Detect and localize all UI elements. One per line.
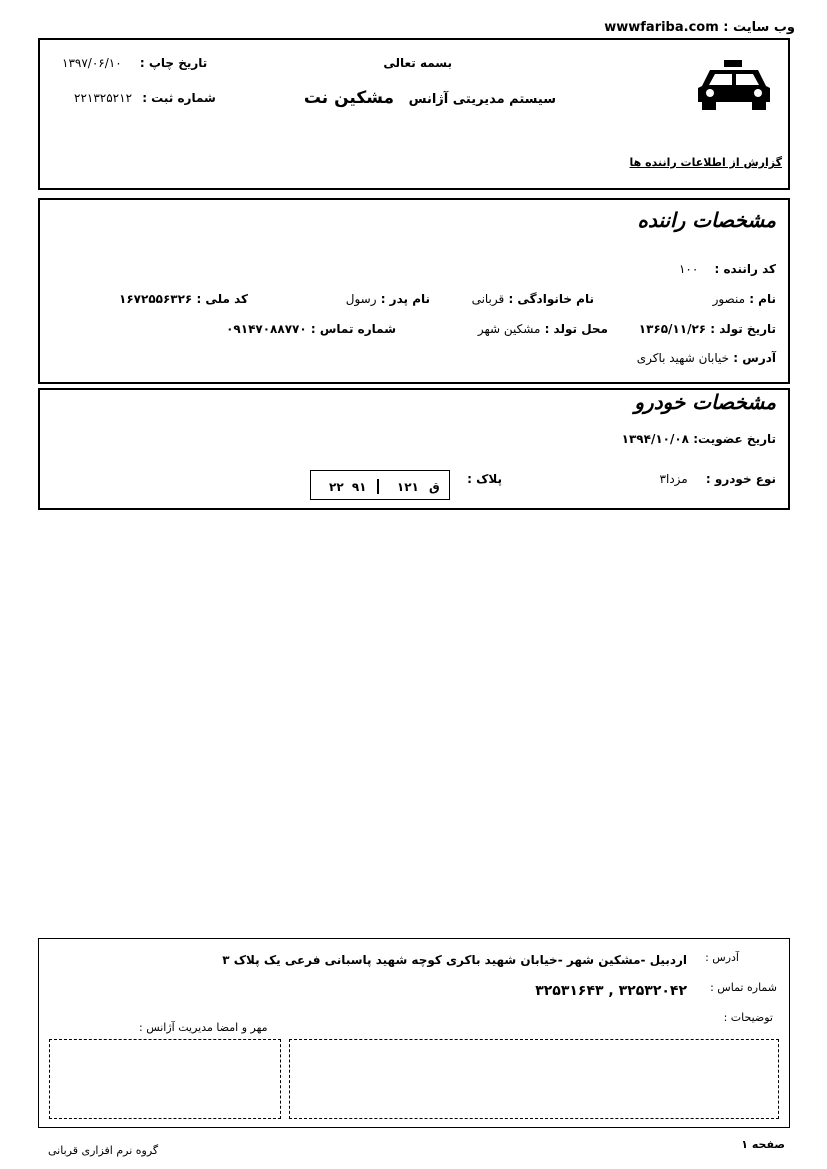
membership-label: تاریخ عضویت: [693, 432, 776, 446]
driver-birth-place-row [478, 322, 608, 336]
driver-family-row [472, 292, 594, 306]
driver-address-value: خیابان شهید باکری [636, 351, 730, 365]
plate-region: ۹۱ [351, 480, 367, 494]
driver-address-label: آدرس : [733, 351, 776, 365]
plate-separator [377, 479, 379, 494]
driver-code-label: کد راننده : [714, 262, 776, 276]
footer-address-label: آدرس : [705, 951, 739, 964]
driver-national-row [119, 292, 248, 306]
vehicle-type-label: نوع خودرو : [705, 472, 776, 486]
plate-letter: ق [429, 480, 440, 494]
membership-value: ۱۳۹۴/۱۰/۰۸ [621, 432, 689, 446]
driver-address-row [637, 351, 776, 365]
driver-family-value: قربانی [471, 292, 505, 306]
driver-birth-place-value: مشکین شهر [477, 322, 541, 336]
driver-name-value: منصور [712, 292, 746, 306]
footer-stamp-label: مهر و امضا مدیریت آژانس : [139, 1021, 268, 1034]
driver-name-label: نام : [749, 292, 776, 306]
footer-notes-label: توضیحات : [723, 1011, 773, 1024]
driver-section-title: مشخصات راننده [637, 208, 776, 232]
driver-national-label: کد ملی : [196, 292, 248, 306]
vehicle-section-title: مشخصات خودرو [634, 390, 776, 414]
membership-row [622, 432, 776, 446]
driver-national-value: ۱۶۷۲۵۵۶۳۲۶ [119, 292, 193, 306]
print-date-row [62, 56, 207, 70]
driver-father-value: رسول [345, 292, 377, 306]
driver-code-value: ۱۰۰ [678, 262, 699, 276]
bismillah: بسمه تعالی [383, 56, 452, 70]
driver-birth-place-label: محل تولد : [544, 322, 608, 336]
plate-content [329, 479, 440, 494]
reg-no-label: شماره ثبت : [142, 91, 216, 105]
driver-box [38, 198, 790, 384]
print-date-value: ۱۳۹۷/۰۶/۱۰ [62, 56, 122, 70]
website-label: وب سایت : [723, 20, 795, 35]
notes-area [289, 1039, 779, 1119]
header-box [38, 38, 790, 190]
system-label: سیستم مدیریتی آژانس [408, 92, 556, 107]
page-number: صفحه ۱ [741, 1138, 785, 1151]
vehicle-type-row [660, 472, 776, 486]
reg-no-row [74, 91, 216, 105]
report-title: گزارش از اطلاعات راننده ها [629, 156, 782, 169]
plate-code: ۲۲ [329, 480, 344, 494]
driver-father-label: نام پدر : [380, 292, 430, 306]
plate-label: پلاک : [467, 472, 502, 486]
driver-birth-date-row [639, 322, 776, 336]
taxi-icon [696, 58, 772, 112]
website-url[interactable]: wwwfariba.com [604, 20, 719, 35]
driver-code-row [679, 262, 776, 276]
system-title-row [304, 88, 556, 108]
vehicle-box [38, 388, 790, 510]
driver-phone-row [226, 322, 396, 336]
driver-birth-date-value: ۱۳۶۵/۱۱/۲۶ [638, 322, 707, 336]
vehicle-type-value: مزدا۳ [659, 472, 688, 486]
driver-family-label: نام خانوادگی : [508, 292, 594, 306]
company-name: گروه نرم افزاری قربانی [48, 1144, 159, 1157]
driver-phone-label: شماره تماس : [310, 322, 396, 336]
footer-address-value: اردبیل -مشکین شهر -خیابان شهید باکری کوچه شهید پاسبانی فرعی یک پلاک ۳ [222, 953, 687, 967]
website-line [604, 20, 795, 35]
stamp-area [49, 1039, 281, 1119]
footer-phone-label: شماره تماس : [710, 981, 777, 994]
driver-phone-value: ۰۹۱۴۷۰۸۸۷۷۰ [226, 322, 307, 336]
plate-box [310, 470, 450, 500]
footer-box [38, 938, 790, 1128]
driver-name-row [713, 292, 776, 306]
reg-no-value: ۲۲۱۳۲۵۲۱۲ [74, 91, 133, 105]
print-date-label: تاریخ چاپ : [139, 56, 208, 70]
plate-number: ۱۲۱ [396, 480, 419, 494]
footer-phone-value: ۳۲۵۳۲۰۴۲ , ۳۲۵۳۱۶۴۳ [535, 983, 687, 999]
agency-name: مشکین نت [303, 88, 395, 108]
driver-birth-date-label: تاریخ تولد : [710, 322, 776, 336]
driver-father-row [346, 292, 430, 306]
